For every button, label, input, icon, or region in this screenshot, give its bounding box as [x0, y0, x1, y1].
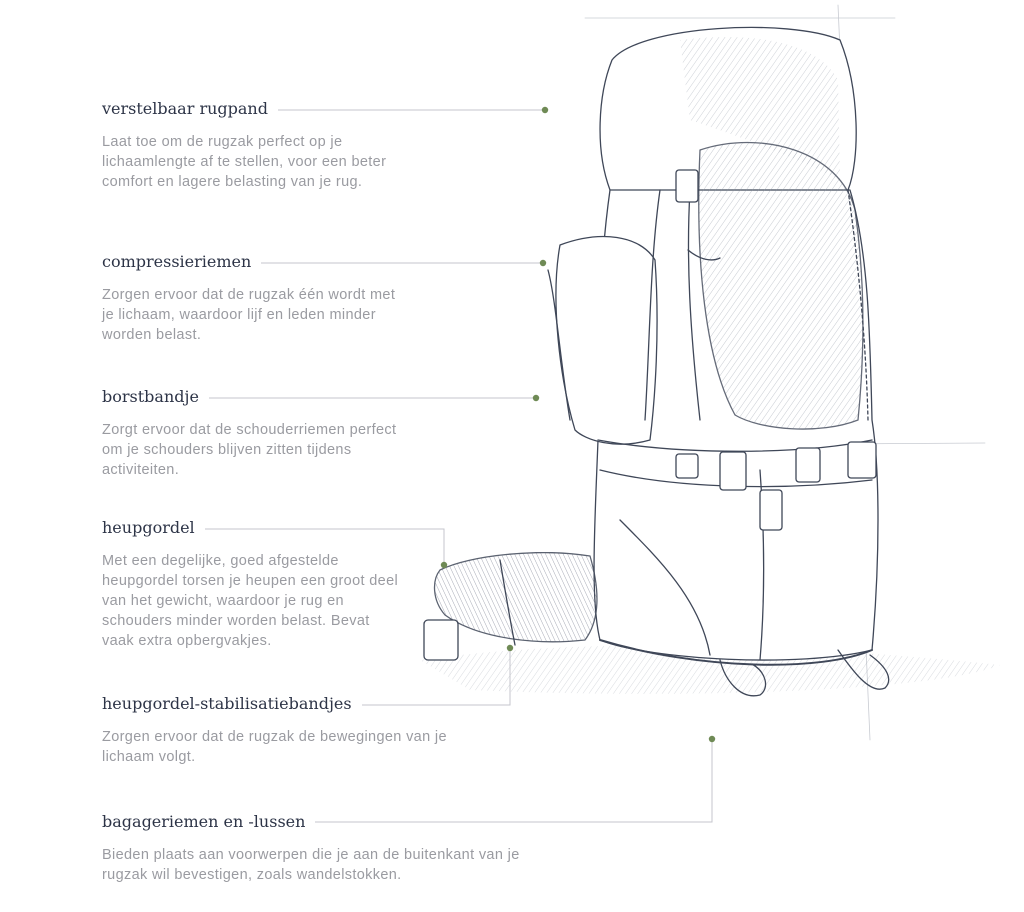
leader-dot-bagageriemen	[709, 736, 715, 742]
feature-title: heupgordel	[102, 518, 205, 538]
leader-dot-heupgordel	[441, 562, 447, 568]
feature-description: Zorgen ervoor dat de rugzak één wordt met je lichaam, waardoor lijf en leden minder worden belast.	[102, 287, 396, 343]
leader-line-stabilisatiebandjes	[350, 648, 510, 705]
leader-line-bagageriemen	[305, 739, 712, 822]
feature-description: Met een degelijke, goed afgestelde heupgordel torsen je heupen een groot deel van het gewicht, waardoor je rug en schouders minder worden belast. Bevat vaak extra opbergvakjes.	[102, 553, 399, 649]
leader-dot-borstbandje	[533, 395, 539, 401]
leader-dot-rugpand	[542, 107, 548, 113]
feature-title: bagageriemen en -lussen	[102, 812, 315, 832]
feature-title: compressieriemen	[102, 252, 261, 272]
feature-description: Laat toe om de rugzak perfect op je lichaamlengte af te stellen, voor een beter comfort en lagere belasting van je rug.	[102, 134, 387, 190]
feature-title: heupgordel-stabilisatiebandjes	[102, 694, 362, 714]
feature-description: Zorgt ervoor dat de schouderriemen perfect om je schouders blijven zitten tijdens activiteiten.	[102, 422, 397, 478]
feature-title: borstbandje	[102, 387, 209, 407]
feature-description: Bieden plaats aan voorwerpen die je aan de buitenkant van je rugzak wil bevestigen, zoals wandelstokken.	[102, 847, 520, 883]
leader-dot-stabilisatiebandjes	[507, 645, 513, 651]
feature-title: verstelbaar rugpand	[102, 99, 278, 119]
leader-dot-compressieriemen	[540, 260, 546, 266]
feature-description: Zorgen ervoor dat de rugzak de bewegingen van je lichaam volgt.	[102, 729, 447, 765]
leader-line-heupgordel	[205, 529, 444, 565]
